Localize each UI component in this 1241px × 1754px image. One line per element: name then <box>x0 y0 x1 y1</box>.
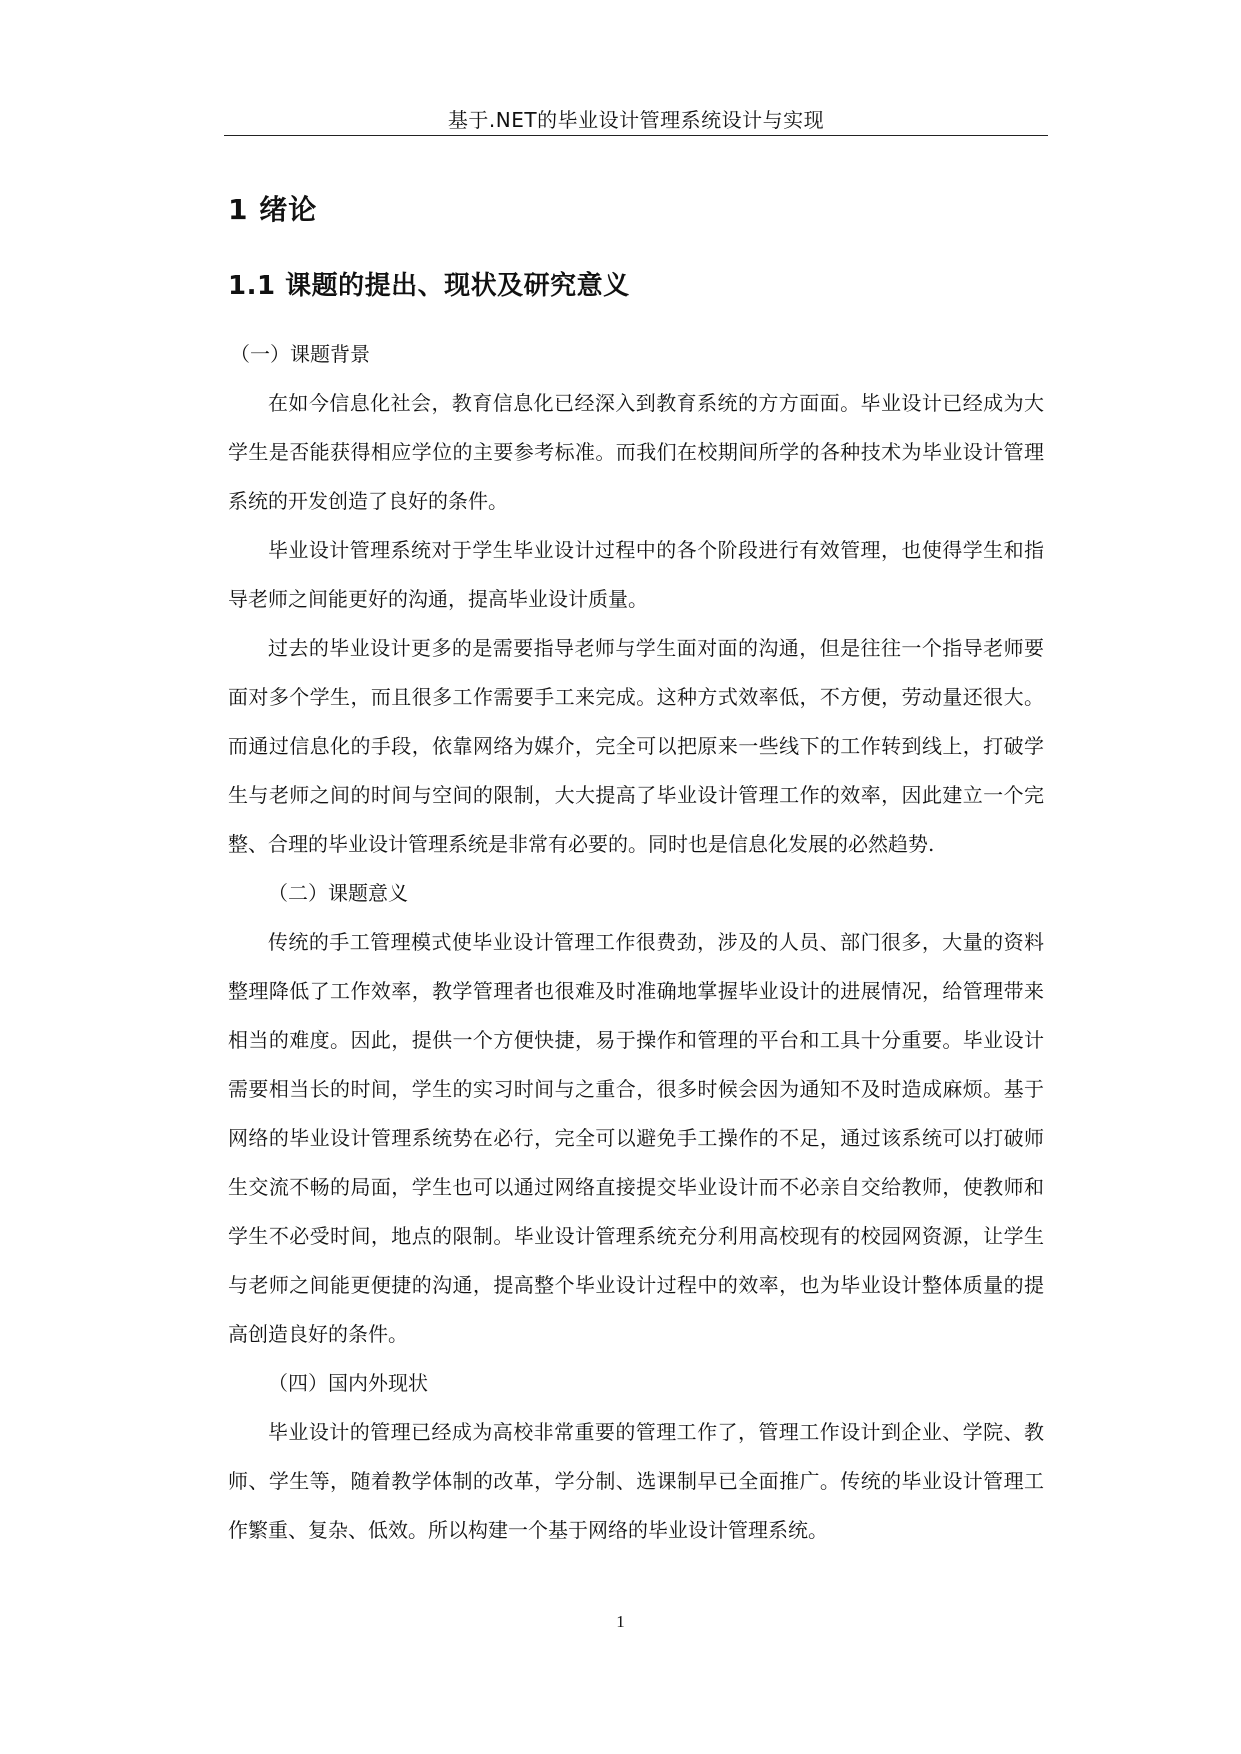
section-title: 1.1 课题的提出、现状及研究意义 <box>228 271 630 301</box>
header-rule <box>224 135 1048 136</box>
running-header: 基于.NET的毕业设计管理系统设计与实现 <box>447 108 825 132</box>
body-text <box>228 330 1044 1555</box>
paragraph: 毕业设计管理系统对于学生毕业设计过程中的各个阶段进行有效管理，也使得学生和指导老师之间能更好的沟通，提高毕业设计质量。 <box>228 538 1044 611</box>
paragraph: 毕业设计的管理已经成为高校非常重要的管理工作了，管理工作设计到企业、学院、教师、学生等，随着教学体制的改革，学分制、选课制早已全面推广。传统的毕业设计管理工作繁重、复杂、低效。所以构建一个基于网络的毕业设计管理系统。 <box>228 1420 1044 1542</box>
subheading-status: （四）国内外现状 <box>268 1371 428 1395</box>
paragraph: 在如今信息化社会，教育信息化已经深入到教育系统的方方面面。毕业设计已经成为大学生是否能获得相应学位的主要参考标准。而我们在校期间所学的各种技术为毕业设计管理系统的开发创造了良好的条件。 <box>228 391 1044 513</box>
page-number: 1 <box>616 1612 625 1631</box>
subheading-significance: （二）课题意义 <box>268 881 408 905</box>
paragraph: 过去的毕业设计更多的是需要指导老师与学生面对面的沟通，但是往往一个指导老师要面对多个学生，而且很多工作需要手工来完成。这种方式效率低，不方便，劳动量还很大。而通过信息化的手段，依靠网络为媒介，完全可以把原来一些线下的工作转到线上，打破学生与老师之间的时间与空间的限制，大大提高了毕业设计管理工作的效率，因此建立一个完整、合理的毕业设计管理系统是非常有必要的。同时也是信息化发展的必然趋势. <box>228 636 1044 856</box>
paragraph: 传统的手工管理模式使毕业设计管理工作很费劲，涉及的人员、部门很多，大量的资料整理降低了工作效率，教学管理者也很难及时准确地掌握毕业设计的进展情况，给管理带来相当的难度。因此，提供一个方便快捷，易于操作和管理的平台和工具十分重要。毕业设计需要相当长的时间，学生的实习时间与之重合，很多时候会因为通知不及时造成麻烦。基于网络的毕业设计管理系统势在必行，完全可以避免手工操作的不足，通过该系统可以打破师生交流不畅的局面，学生也可以通过网络直接提交毕业设计而不必亲自交给教师，使教师和学生不必受时间，地点的限制。毕业设计管理系统充分利用高校现有的校园网资源，让学生与老师之间能更便捷的沟通，提高整个毕业设计过程中的效率，也为毕业设计整体质量的提高创造良好的条件。 <box>228 930 1044 1346</box>
chapter-title: 1 绪论 <box>228 193 318 226</box>
subheading-background: （一）课题背景 <box>230 342 370 366</box>
